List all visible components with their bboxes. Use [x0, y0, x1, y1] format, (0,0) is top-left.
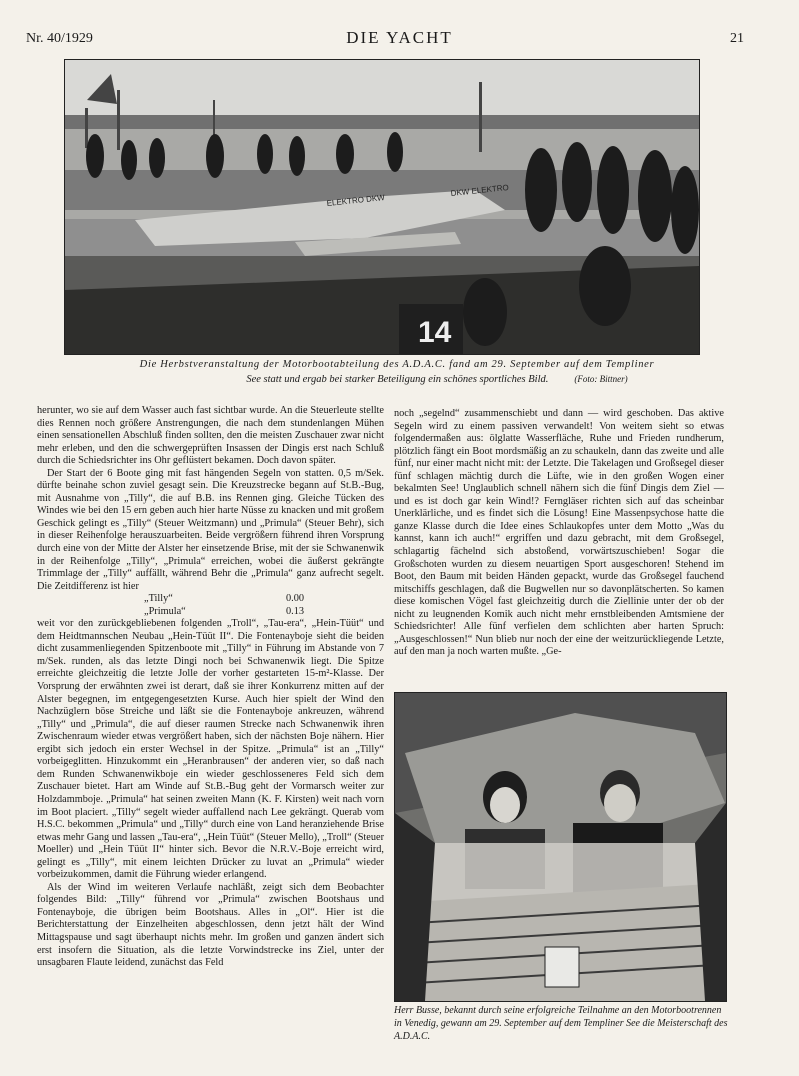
article-column-left — [37, 405, 384, 1070]
time-diff: 0.00 — [285, 593, 304, 605]
boat-number: 14 — [418, 316, 452, 349]
motorboat-photo-image — [395, 693, 726, 1001]
paragraph: herunter, wo sie auf dem Wasser auch fast sichtbar wurde. An die Steuerleute stellte dies Rennen noch größere Anstrengungen, die nach dem stundenlangen Mühen einen sensationellen Abschluß finden sollten, den die meisten Zuschauer zwar nicht mehr erleben, und den die schwergeprüften Insassen der Dingis erst nach Schluß durch die Schiedsrichter ins Ohr geflüstert bekamen. Doch davon später. — [37, 405, 384, 467]
time-diff: 0.13 — [285, 605, 304, 617]
paragraph: Als der Wind im weiteren Verlaufe nachläßt, zeigt sich dem Beobachter folgendes Bild: „Tilly“ führend vor „Primula“ zwischen Bootshaus und Fontenayboje, die übrigen beim Bootshaus. Alles in „Ol“. Hier ist die Berichterstattung der Einzelheiten abgeschlossen, denn jetzt hält der Wind Mittagspause und sagt überhaupt nichts mehr. Im großen und ganzen ändert sich erst insofern die Situation, als die letzte Vorwindstrecke ins Ziel, unter der unsagbaren Flaute leidend, zunächst das Feld — [37, 881, 384, 969]
paragraph: weit vor den zurückgebliebenen folgenden „Troll“, „Tau-era“, „Hein-Tüüt“ und dem Heidtmannschen Neubau „Hein-Tüüt II“. Die Fontenayboje sieht die beiden dicht zusammenliegenden Spitzenboote mit „Tilly“ in Führung im Abstande von 7 m/Sek. runden, als das letzte Dingi noch bei Schwanenwik liegt. Die Spitze erreichte gleichzeitig die letzte Jolle der vorher gestarteten 15-m²-Klasse. Der Vorsprung der erwähnten zwei ist derart, daß sie ihrer Konkurrenz mitten auf der Alster begegnen, im entgegengesetzten Kurse. Auch hier spielt der Wind den Nachzüglern böse Streiche und läßt sie die Fontenayboje ankreuzen, während „Tilly“ und „Primula“, die auf dieser raumen Strecke nach Schwanenwik ihren Zwischenraum wieder etwas vergrößert haben, sich der nächsten Boje nähern. Hier ergibt sich jedoch ein erster Wechsel in der Spitze. „Primula“ ist an „Tilly“ vorbeigeglitten. Hinzukommt ein „Heranbrausen“ der anderen vier, so daß nach dem Runden Schwanenwikboje ein wieder geschlosseneres Feld sich dem Zuschauer bietet. Hart am Winde auf St.B.-Bug geht der Vormarsch weiter zur Holzdammboje. „Primula“ hat seinen zweiten Mann (K. F. Kirsten) weit nach vorn im Boot placiert. „Tilly“ segelt wieder auffallend nach Lee gekrängt. Querab vom H.S.C. bekommen „Primula“ und „Tilly“ durch eine von Land heranziehende Brise etwas mehr Gang und lassen „Tau-era“, „Hein Tüüt“ (Steuer Mello), „Troll“ (Steuer Moeller) und „Hein Tüüt II“ hinter sich. Bevor die N.R.V.-Boje erreicht wird, gelingt es „Tilly“, mit einem leichten Drücker zu luvat an „Primula“ wieder vorbeizukommen, damit die Führung wieder erlangend. — [37, 618, 384, 881]
caption-line-2-wrap — [36, 372, 758, 387]
boat-name: „Tilly“ — [144, 593, 173, 605]
photo-credit: (Foto: Bittner) — [574, 374, 628, 384]
table-row — [144, 606, 304, 619]
regatta-photo-image — [65, 60, 699, 354]
boat-name: „Primula“ — [144, 605, 186, 617]
regatta-photo — [64, 59, 700, 355]
caption-text: Herr Busse, bekannt durch seine erfolgreiche Teilnahme an den Motorbootrennen in Venedig, gewann am 29. September auf dem Templiner See die Meisterschaft des A.D.A.C. — [394, 1005, 728, 1042]
table-row — [144, 593, 304, 606]
magazine-title: DIE YACHT — [346, 28, 453, 47]
hull-label-2: DKW ELEKTRO — [450, 182, 510, 198]
issue-number: Nr. 40/1929 — [26, 31, 93, 46]
hull-label-1: ELEKTRO DKW — [326, 192, 386, 208]
regatta-photo-caption — [36, 358, 758, 387]
article-column-right — [394, 408, 724, 682]
time-difference-table — [144, 593, 304, 618]
page-number: 21 — [730, 31, 744, 46]
motorboat-photo-caption — [394, 1004, 728, 1043]
caption-line-2: See statt und ergab bei starker Beteiligung ein schönes sportliches Bild. — [246, 374, 549, 385]
paragraph: Der Start der 6 Boote ging mit fast hängenden Segeln von statten. 0,5 m/Sek. dürfte beinahe schon zuviel gesagt sein. Die Kreuzstrecke begann auf St.B.-Bug, mit Ausnahme von „Tilly“, die auf B.B. ins Rennen ging. Gleiche Tücken des Windes wie bei den 15 ern geben auch hier harte Nüsse zu knacken und mit großem Geschick gelingt es „Tilly“ (Steuer Weitzmann) und „Primula“ (Steuer Behr), sich in dieser Reihenfolge herauszuarbeiten. Beide vergrößern führend ihren Vorsprung durch eine von der Mitte der Alster her einsetzende Brise, mit der sie Schwanenwik in der Reihenfolge „Tilly“, „Primula“ erreichen, wobei die äußerst gekrängte Trimmlage der „Tilly“ auffällt, während Behr die „Primula“ ganz aufrecht segelt. Die Zeitdifferenz ist hier — [37, 467, 384, 592]
caption-line-1: Die Herbstveranstaltung der Motorbootabteilung des A.D.A.C. fand am 29. September auf dem Templiner — [139, 359, 655, 370]
motorboat-photo — [394, 692, 727, 1002]
paragraph: noch „segelnd“ zusammenschiebt und dann — wird geschoben. Das aktive Segeln wird zu einem passiven verwandelt! Von weitem sieht so etwas folgendermaßen aus: ölglatte Wasserfläche, Ruhe und Frieden rundherum, plötzlich fängt ein Boot mordsmäßig an zu schaukeln, dann das zweite und alle fünf, nur einer macht nicht mit: der Letzte. Die Takelagen und Großsegel dieser fünf schlagen mächtig durch die Lüfte, wie in den großen Wogen einer bekalmten See! Unglaublich schnell nähern sich die fünf Dingis dem Ziel — und es ist doch gar kein Wind!? Ferngläser richten sich auf das scheinbar Unerklärliche, und es findet sich die Lösung! Eine Massenpsychose hatte die ganze Klasse durch die Idee eines Schlaukopfes unter dem Motto „Was du kannst, kann ich auch!“ ergriffen und dazu gebracht, mit dem Großsegel, schlagartig fächelnd sich abstoßend, vorwärtszuschieben! Sogar die Großschoten wurden zu diesem neuartigen Sport ausgeschoren! Stehend im Boot, den Baum mit beiden Händen gepackt, wurde das Großsegel fauchend mitschiffs geschlagen, daß die Bugwellen nur so davonplätscherten. So kamen diese komischen Vögel fast gleichzeitig durch die Ziellinie unter der ob der nicht zu leugnenden Komik auch nicht mehr ernstbleibenden Amtsmiene der Schiedsrichter! Alle fünf verfielen dem schlichten aber harten Spruch: „Ausgeschlossen!“ Nun blieb nur noch der eine der weitzurückliegende Letzte, auf den man ja noch warten mußte. „Ge- — [394, 408, 724, 658]
